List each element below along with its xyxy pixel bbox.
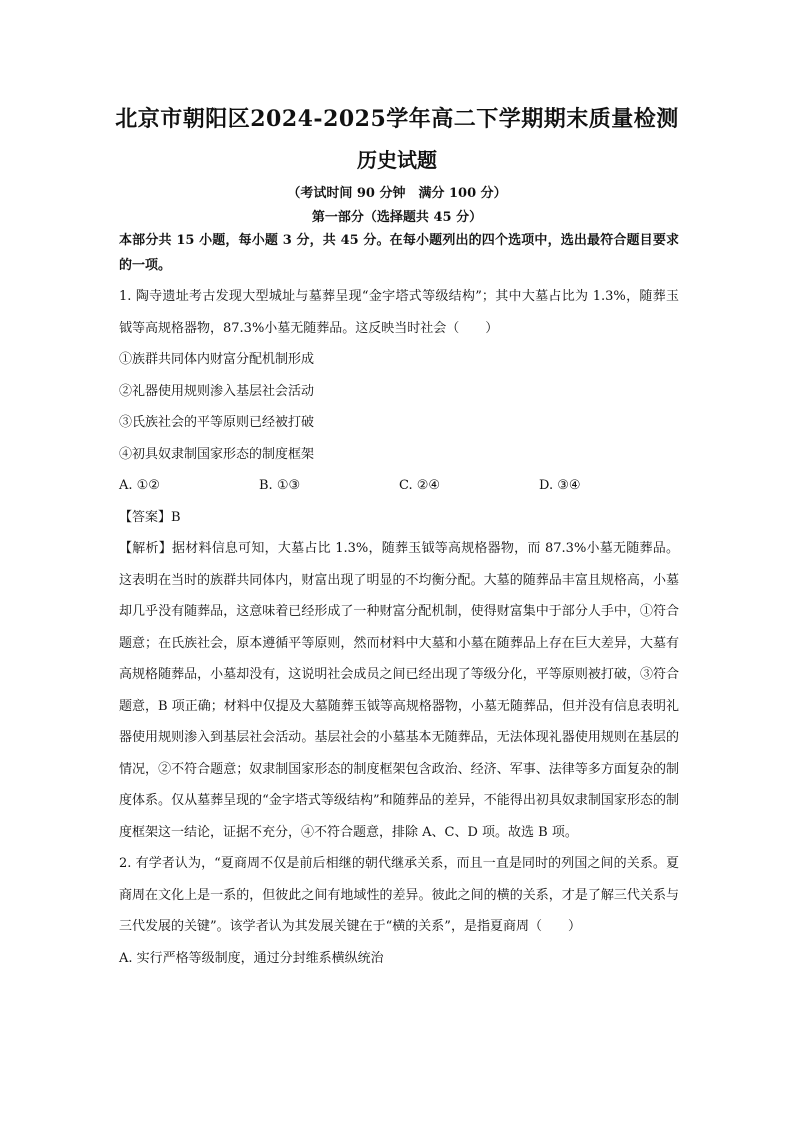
question-1-statement-2: ②礼器使用规则渗入基层社会活动 (119, 383, 315, 399)
section-intro: 本部分共 15 小题，每小题 3 分，共 45 分。在每小题列出的四个选项中，选出最符合题目要求的一项。 (119, 233, 679, 273)
question-1-statement-1: ①族群共同体内财富分配机制形成 (119, 352, 315, 367)
question-1-statement-4: ④初具奴隶制国家形态的制度框架 (119, 446, 315, 462)
question-1-options (119, 470, 679, 502)
question-1-option-c: C. ②④ (399, 478, 441, 493)
question-2-stem: 2. 有学者认为，“夏商周不仅是前后相继的朝代继承关系，而且一直是同时的列国之间的关系。夏商周在文化上是一系的，但彼此之间有地域性的差异。彼此之间的横的关系，才是了解三代关系与三代发展的关键”。该学者认为其发展关键在于“横的关系”，是指夏商周（ ） (119, 856, 679, 934)
document-title: 北京市朝阳区2024-2025学年高二下学期期末质量检测 (115, 106, 679, 132)
question-1-answer: 【答案】B (119, 509, 181, 525)
section-title: 第一部分（选择题共 45 分） (311, 210, 483, 225)
question-1-stem: 1. 陶寺遗址考古发现大型城址与墓葬呈现“金字塔式等级结构”；其中大墓占比为 1.3%，随葬玉钺等高规格器物，87.3%小墓无随葬品。这反映当时社会（ ） (119, 289, 679, 336)
question-1-option-a: A. ①② (119, 478, 160, 493)
question-1-option-b: B. ①③ (259, 478, 301, 493)
exam-info: （考试时间 90 分钟 满分 100 分） (287, 186, 507, 201)
question-1-statement-3: ③氏族社会的平等原则已经被打破 (119, 415, 315, 430)
document-subtitle: 历史试题 (357, 148, 437, 172)
document-body (119, 228, 679, 974)
question-1-option-d: D. ③④ (539, 478, 581, 493)
question-1-analysis: 【解析】据材料信息可知，大墓占比 1.3%，随葬玉钺等高规格器物，而 87.3%小墓无随葬品。这表明在当时的族群共同体内，财富出现了明显的不均衡分配。大墓的随葬品丰富且规格高，小墓却几乎没有随葬品，这意味着已经形成了一种财富分配机制，使得财富集中于部分人手中，①符合题意；在氏族社会，原本遵循平等原则，然而材料中大墓和小墓在随葬品上存在巨大差异，大墓有高规格随葬品，小墓却没有，这说明社会成员之间已经出现了等级分化，平等原则被打破，③符合题意，B 项正确；材料中仅提及大墓随葬玉钺等高规格器物，小墓无随葬品，但并没有信息表明礼器使用规则渗入到基层社会活动。基层社会的小墓基本无随葬品，无法体现礼器使用规则在基层的情况，②不符合题意；奴隶制国家形态的制度框架包含政治、经济、军事、法律等多方面复杂的制度体系。仅从墓葬呈现的“金字塔式等级结构”和随葬品的差异，不能得出初具奴隶制国家形态的制度框架这一结论，证据不充分，④不符合题意，排除 A、C、D 项。故选 B 项。 (119, 541, 679, 840)
question-2-option-a: A. 实行严格等级制度，通过分封维系横纵统治 (119, 950, 384, 966)
